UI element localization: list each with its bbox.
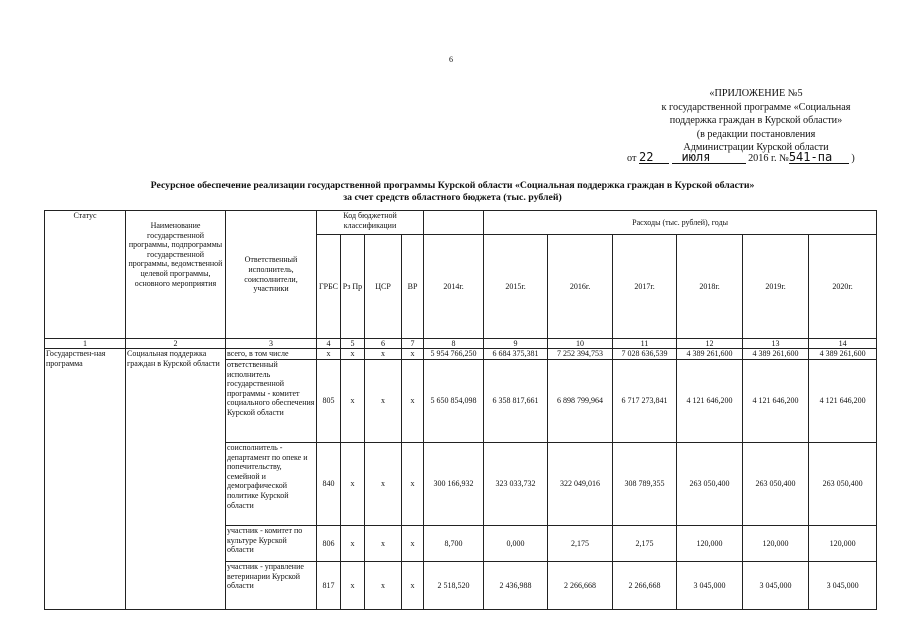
date-month: июля (672, 151, 746, 164)
column-number-row (45, 339, 877, 349)
header-grbs: ГРБС (317, 235, 341, 339)
header-year: 2015г. (484, 235, 548, 339)
executor-cell: соисполнитель - департамент по опеке и попечительству, семейной и демографической политике Курской области (226, 443, 317, 526)
expense-cell: 5 650 854,098 (424, 360, 484, 443)
expense-cell: 263 050,400 (743, 443, 809, 526)
grbs-cell: 806 (317, 526, 341, 562)
expense-cell: 2 266,668 (548, 562, 613, 610)
vr-cell: х (402, 443, 424, 526)
expense-cell: 2 436,988 (484, 562, 548, 610)
grbs-cell: х (317, 349, 341, 360)
header-year: 2018г. (677, 235, 743, 339)
header-spacer (424, 211, 484, 235)
header-year: 2019г. (743, 235, 809, 339)
expense-cell: 4 121 646,200 (743, 360, 809, 443)
column-number: 3 (226, 339, 317, 349)
header-year: 2017г. (613, 235, 677, 339)
header-rzpr: Рз Пр (341, 235, 365, 339)
expense-cell: 4 389 261,600 (743, 349, 809, 360)
csr-cell: х (365, 349, 402, 360)
date-year-number-label: 2016 г. № (748, 153, 789, 164)
vr-cell: х (402, 526, 424, 562)
date-day: 22 (639, 151, 669, 164)
header-year: 2016г. (548, 235, 613, 339)
csr-cell: х (365, 562, 402, 610)
expense-cell: 7 028 636,539 (613, 349, 677, 360)
expense-cell: 2 266,668 (613, 562, 677, 610)
expense-cell: 300 166,932 (424, 443, 484, 526)
column-number: 8 (424, 339, 484, 349)
executor-cell: всего, в том числе (226, 349, 317, 360)
rzpr-cell: х (341, 360, 365, 443)
column-number: 12 (677, 339, 743, 349)
column-number: 1 (45, 339, 126, 349)
expense-cell: 4 389 261,600 (677, 349, 743, 360)
date-closing: ) (851, 153, 855, 164)
document-title (0, 180, 905, 204)
rzpr-cell: х (341, 526, 365, 562)
header-expenses-group: Расходы (тыс. рублей), годы (484, 211, 877, 235)
appendix-header (600, 87, 905, 155)
expense-cell: 4 389 261,600 (809, 349, 877, 360)
executor-cell: участник - управление ветеринарии Курской области (226, 562, 317, 610)
expense-cell: 6 684 375,381 (484, 349, 548, 360)
status-cell: Государствен-ная программа (45, 349, 126, 610)
expense-cell: 3 045,000 (677, 562, 743, 610)
grbs-cell: 817 (317, 562, 341, 610)
grbs-cell: 805 (317, 360, 341, 443)
header-year: 2020г. (809, 235, 877, 339)
rzpr-cell: х (341, 562, 365, 610)
appendix-line: поддержка граждан в Курской области» (669, 115, 843, 127)
expense-cell: 6 898 799,964 (548, 360, 613, 443)
budget-table (44, 210, 877, 610)
executor-cell: участник - комитет по культуре Курской области (226, 526, 317, 562)
column-number: 10 (548, 339, 613, 349)
expense-cell: 2,175 (613, 526, 677, 562)
expense-cell: 4 121 646,200 (677, 360, 743, 443)
expense-cell: 263 050,400 (677, 443, 743, 526)
program-name-cell: Социальная поддержка граждан в Курской области (126, 349, 226, 610)
column-number: 14 (809, 339, 877, 349)
expense-cell: 120,000 (809, 526, 877, 562)
expense-cell: 7 252 394,753 (548, 349, 613, 360)
expense-cell: 263 050,400 (809, 443, 877, 526)
grbs-cell: 840 (317, 443, 341, 526)
appendix-line: «ПРИЛОЖЕНИЕ №5 (709, 88, 803, 99)
appendix-date-line (627, 151, 855, 164)
table-row (45, 349, 877, 360)
column-number: 4 (317, 339, 341, 349)
page-number: 6 (449, 55, 453, 64)
vr-cell: х (402, 360, 424, 443)
expense-cell: 120,000 (743, 526, 809, 562)
expense-cell: 3 045,000 (809, 562, 877, 610)
header-status: Статус (45, 211, 126, 339)
expense-cell: 120,000 (677, 526, 743, 562)
expense-cell: 3 045,000 (743, 562, 809, 610)
header-code-group: Код бюджетной классификации (317, 211, 424, 235)
appendix-line: (в редакции постановления (696, 128, 816, 140)
rzpr-cell: х (341, 443, 365, 526)
vr-cell: х (402, 562, 424, 610)
expense-cell: 4 121 646,200 (809, 360, 877, 443)
expense-cell: 2 518,520 (424, 562, 484, 610)
column-number: 7 (402, 339, 424, 349)
csr-cell: х (365, 526, 402, 562)
expense-cell: 2,175 (548, 526, 613, 562)
appendix-line: Администрации Курской области (683, 142, 829, 154)
expense-cell: 308 789,355 (613, 443, 677, 526)
header-executor: Ответственный исполнитель, соисполнители, участники (226, 211, 317, 339)
csr-cell: х (365, 443, 402, 526)
document-title-line: за счет средств областного бюджета (тыс. рублей) (343, 192, 562, 203)
header-vr: ВР (402, 235, 424, 339)
column-number: 6 (365, 339, 402, 349)
csr-cell: х (365, 360, 402, 443)
resolution-number: 541-па (789, 151, 849, 164)
column-number: 9 (484, 339, 548, 349)
document-title-line: Ресурсное обеспечение реализации государственной программы Курской области «Социальная поддержка граждан в Курской области» (150, 180, 755, 191)
expense-cell: 8,700 (424, 526, 484, 562)
rzpr-cell: х (341, 349, 365, 360)
column-number: 5 (341, 339, 365, 349)
date-prefix: от (627, 153, 637, 164)
executor-cell: ответственный исполнитель государственной программы - комитет социального обеспечения Курской области (226, 360, 317, 443)
expense-cell: 6 358 817,661 (484, 360, 548, 443)
column-number: 13 (743, 339, 809, 349)
header-csr: ЦСР (365, 235, 402, 339)
header-year: 2014г. (424, 235, 484, 339)
expense-cell: 5 954 766,250 (424, 349, 484, 360)
column-number: 11 (613, 339, 677, 349)
expense-cell: 322 049,016 (548, 443, 613, 526)
expense-cell: 0,000 (484, 526, 548, 562)
column-number: 2 (126, 339, 226, 349)
header-program-name: Наименование государственной программы, подпрограммы государственной программы, ведомственной целевой программы, основного мероприятия (126, 211, 226, 339)
vr-cell: х (402, 349, 424, 360)
appendix-line: к государственной программе «Социальная (661, 101, 851, 113)
expense-cell: 6 717 273,841 (613, 360, 677, 443)
expense-cell: 323 033,732 (484, 443, 548, 526)
